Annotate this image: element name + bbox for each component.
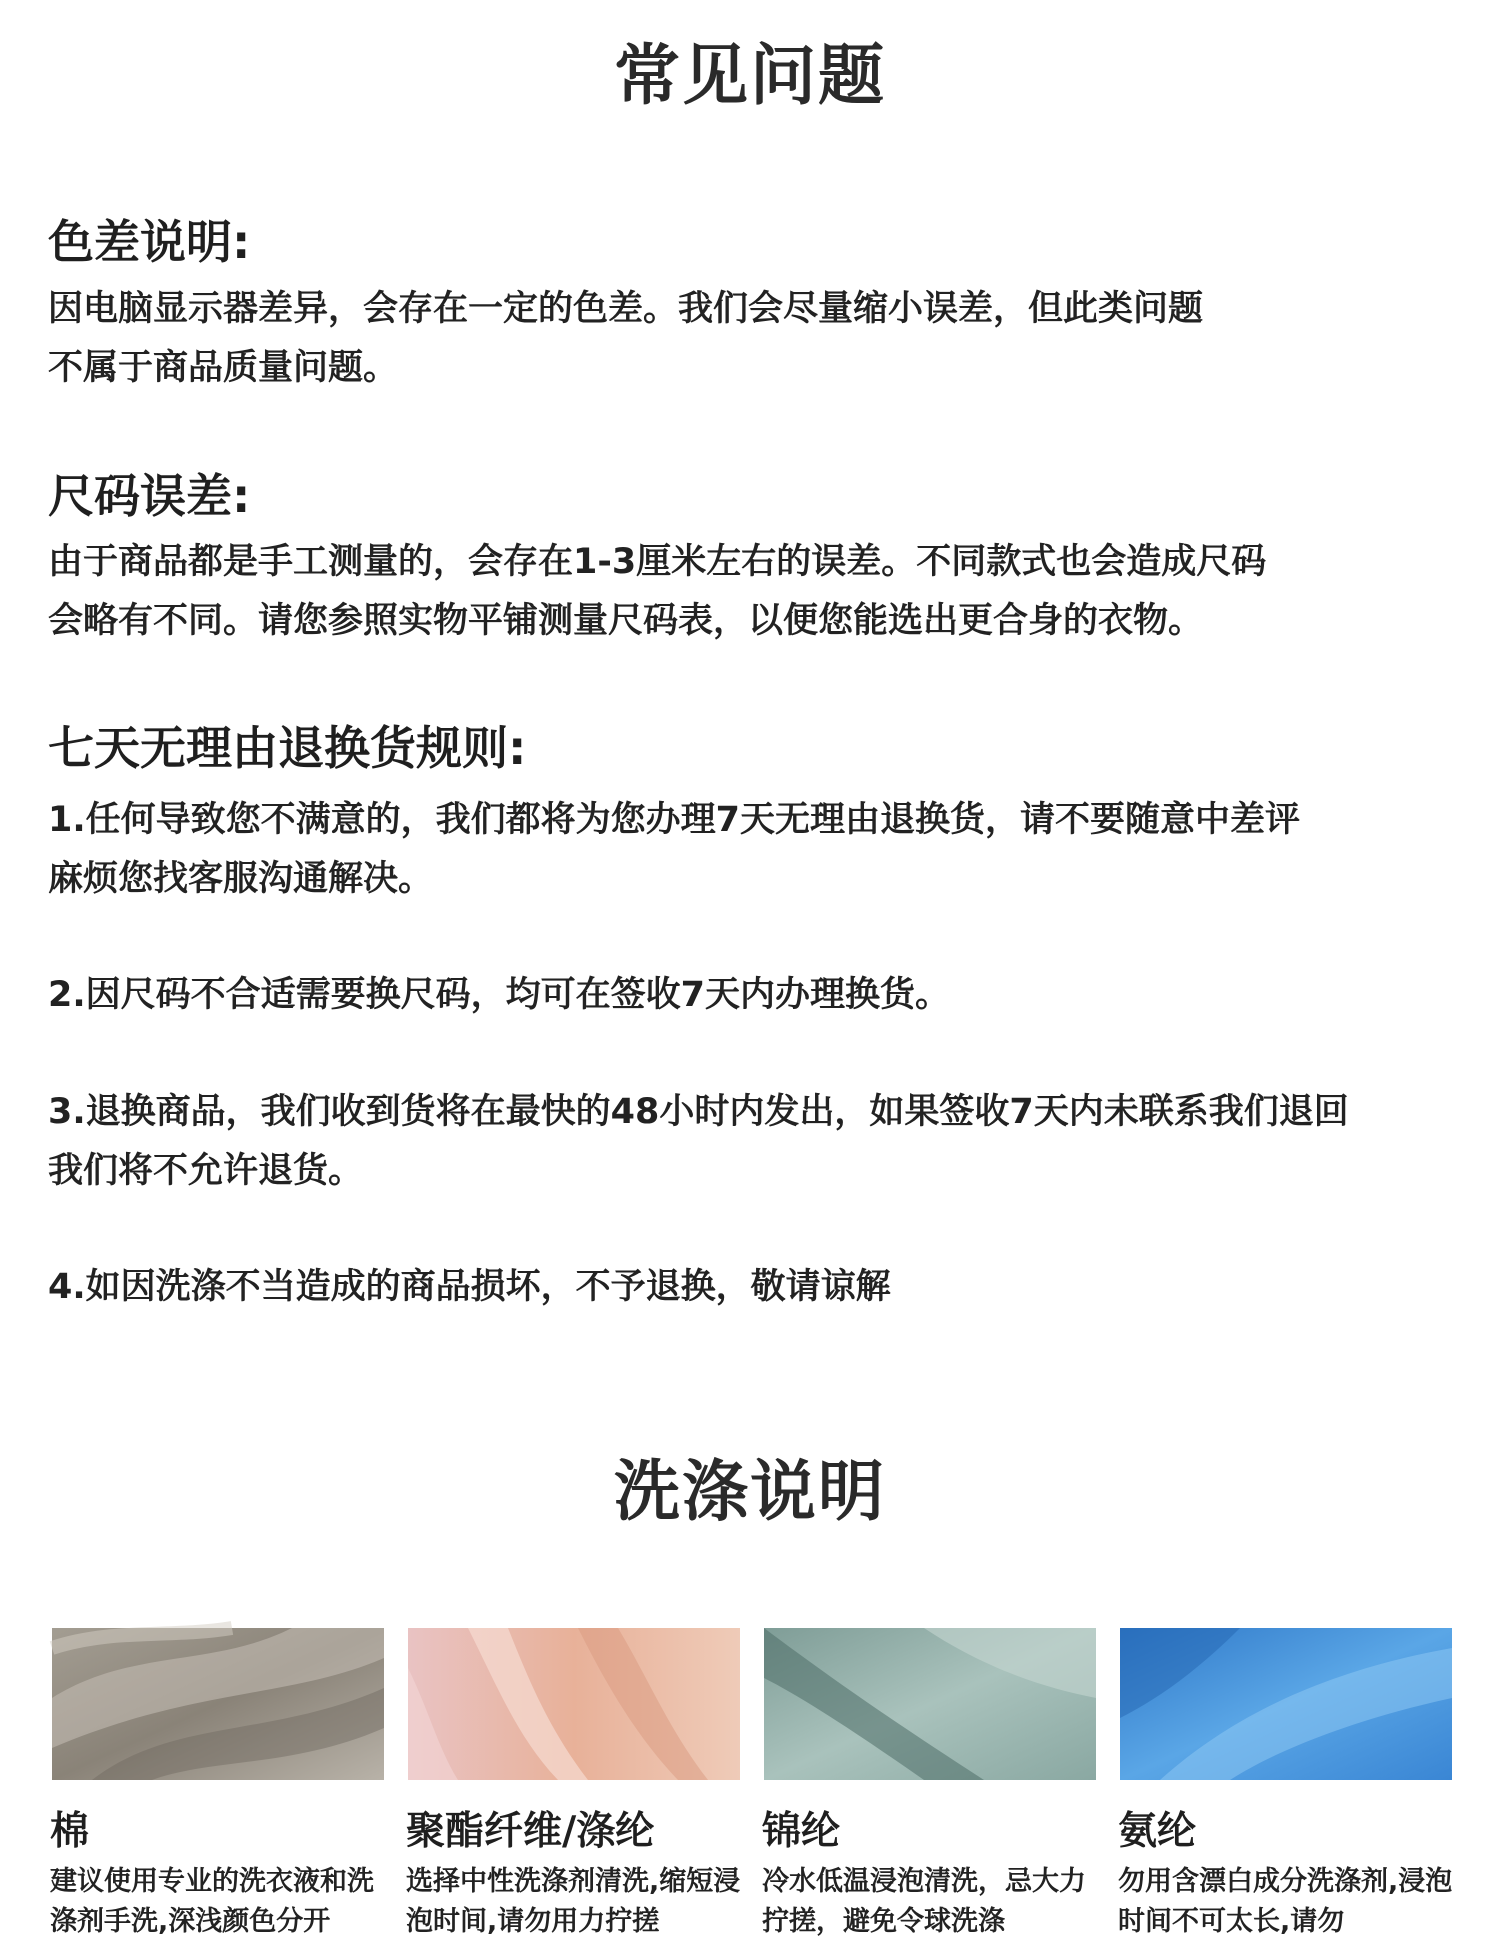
washing-title: 洗涤说明 <box>614 1453 886 1530</box>
color-diff-heading: 色差说明: <box>48 215 251 269</box>
return-rule-1: 1.任何导致您不满意的，我们都将为您办理7天无理由退换货，请不要随意中差评 麻烦您找客服沟通解决。 <box>48 800 1301 899</box>
polyester-fabric-image <box>408 1628 740 1780</box>
return-rule-4: 4.如因洗涤不当造成的商品损坏，不予退换，敬请谅解 <box>48 1267 891 1307</box>
nylon-fabric-image <box>764 1628 1096 1780</box>
size-diff-heading: 尺码误差: <box>48 469 251 523</box>
fabric-name-spandex: 氨纶 <box>1118 1809 1197 1854</box>
fabric-name-nylon: 锦纶 <box>762 1809 841 1854</box>
size-diff-body: 由于商品都是手工测量的，会存在1-3厘米左右的误差。不同款式也会造成尺码 会略有不同。请您参照实物平铺测量尺码表，以便您能选出更合身的衣物。 <box>48 542 1267 641</box>
color-diff-body: 因电脑显示器差异，会存在一定的色差。我们会尽量缩小误差，但此类问题 不属于商品质量问题。 <box>48 289 1204 388</box>
return-rule-3: 3.退换商品，我们收到货将在最快的48小时内发出，如果签收7天内未联系我们退回 我们将不允许退货。 <box>48 1092 1349 1191</box>
fabric-name-cotton: 棉 <box>50 1809 90 1854</box>
returns-heading: 七天无理由退换货规则: <box>48 721 527 775</box>
cotton-fabric-image <box>52 1628 384 1780</box>
return-rule-2: 2.因尺码不合适需要换尺码，均可在签收7天内办理换货。 <box>48 975 951 1015</box>
fabric-desc-nylon: 冷水低温浸泡清洗，忌大力拧搓，避免令球洗涤 <box>762 1866 1086 1937</box>
fabric-desc-spandex: 勿用含漂白成分洗涤剂,浸泡时间不可太长,请勿 <box>1118 1866 1453 1937</box>
fabric-desc-cotton: 建议使用专业的洗衣液和洗涤剂手洗,深浅颜色分开 <box>50 1866 374 1937</box>
fabric-name-polyester: 聚酯纤维/涤纶 <box>406 1809 655 1854</box>
spandex-fabric-image <box>1120 1628 1452 1780</box>
faq-title: 常见问题 <box>614 37 886 114</box>
fabric-desc-polyester: 选择中性洗涤剂清洗,缩短浸泡时间,请勿用力拧搓 <box>406 1866 741 1937</box>
